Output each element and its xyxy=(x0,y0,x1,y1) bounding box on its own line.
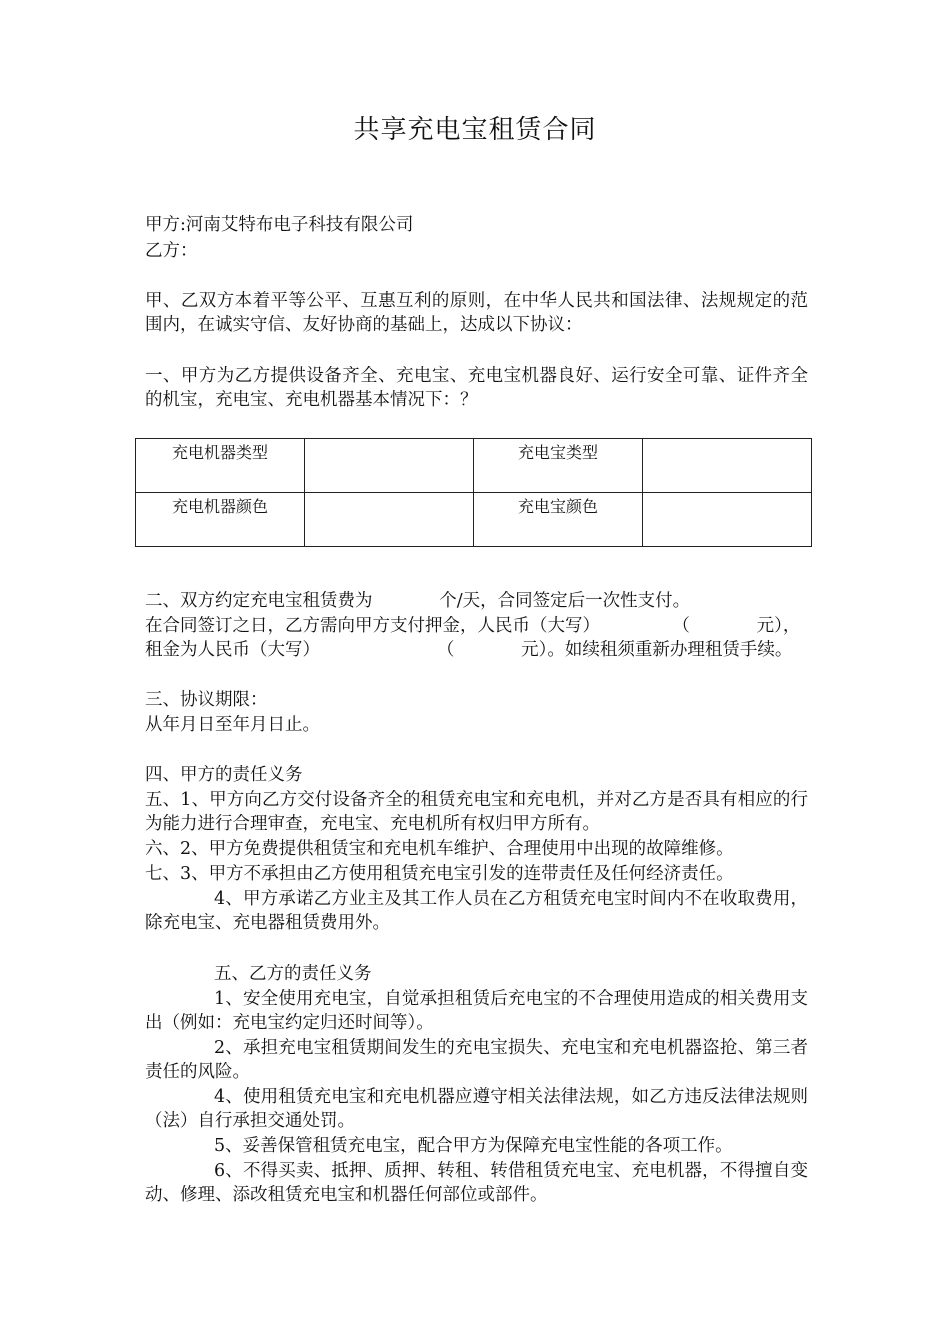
clause-2-line-2: 在合同签订之日，乙方需向甲方支付押金，人民币（大写） （ 元）， xyxy=(145,616,801,636)
party-a-item-1: 五、1、甲方向乙方交付设备齐全的租赁充电宝和充电机，并对乙方是否具有相应的行为能力进行合理审查，充电宝、充电机所有权归甲方所有。 xyxy=(145,790,808,834)
machine-type-label: 充电机器类型 xyxy=(136,439,305,493)
clause-5-title: 五、乙方的责任义务 xyxy=(214,964,372,984)
clause-3-text: 从年月日至年月日止。 xyxy=(145,715,320,735)
machine-type-value xyxy=(305,439,474,493)
party-b-item-1: 1、安全使用充电宝，自觉承担租赁后充电宝的不合理使用造成的相关费用支出（例如：充电宝约定归还时间等）。 xyxy=(145,989,808,1033)
intro-paragraph: 甲、乙双方本着平等公平、互惠互利的原则，在中华人民共和国法律、法规规定的范围内，在诚实守信、友好协商的基础上，达成以下协议： xyxy=(145,291,808,335)
table-row xyxy=(136,493,812,547)
party-b: 乙方： xyxy=(145,241,198,261)
page-title: 共享充电宝租赁合同 xyxy=(353,115,597,145)
clause-2-line-1: 二、双方约定充电宝租赁费为 个/天，合同签定后一次性支付。 xyxy=(145,591,691,611)
party-a-item-2: 六、2、甲方免费提供租赁宝和充电机车维护、合理使用中出现的故障维修。 xyxy=(145,839,734,859)
powerbank-type-label: 充电宝类型 xyxy=(474,439,643,493)
powerbank-type-value xyxy=(643,439,812,493)
party-b-item-2: 2、承担充电宝租赁期间发生的充电宝损失、充电宝和充电机器盗抢、第三者责任的风险。 xyxy=(145,1038,808,1082)
clause-3-title: 三、协议期限： xyxy=(145,690,268,710)
powerbank-color-label: 充电宝颜色 xyxy=(474,493,643,547)
party-a-item-4: 4、甲方承诺乙方业主及其工作人员在乙方租赁充电宝时间内不在收取费用，除充电宝、充电器租赁费用外。 xyxy=(145,889,808,933)
clause-4-title: 四、甲方的责任义务 xyxy=(145,765,303,785)
party-b-item-4: 5、妥善保管租赁充电宝，配合甲方为保障充电宝性能的各项工作。 xyxy=(214,1136,733,1156)
party-b-item-5: 6、不得买卖、抵押、质押、转租、转借租赁充电宝、充电机器，不得擅自变动、修理、添改租赁充电宝和机器任何部位或部件。 xyxy=(145,1161,808,1205)
equipment-table xyxy=(135,438,812,547)
table-row xyxy=(136,439,812,493)
party-b-item-3: 4、使用租赁充电宝和充电机器应遵守相关法律法规，如乙方违反法律法规则（法）自行承担交通处罚。 xyxy=(145,1087,808,1131)
party-a-item-3: 七、3、甲方不承担由乙方使用租赁充电宝引发的连带责任及任何经济责任。 xyxy=(145,864,734,884)
clause-1: 一、甲方为乙方提供设备齐全、充电宝、充电宝机器良好、运行安全可靠、证件齐全的机宝，充电宝、充电机器基本情况下：？ xyxy=(145,366,808,410)
powerbank-color-value xyxy=(643,493,812,547)
machine-color-label: 充电机器颜色 xyxy=(136,493,305,547)
clause-2-line-3: 租金为人民币（大写） （ 元）。如续租须重新办理租赁手续。 xyxy=(145,640,793,660)
machine-color-value xyxy=(305,493,474,547)
party-a: 甲方:河南艾特布电子科技有限公司 xyxy=(145,215,414,235)
